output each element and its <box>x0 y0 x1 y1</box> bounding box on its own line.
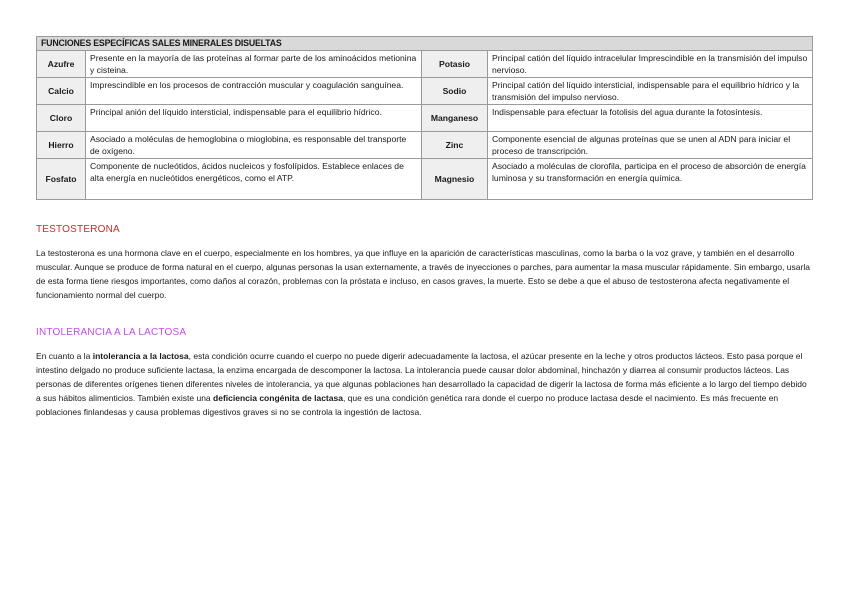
lactosa-text: En cuanto a la <box>36 351 93 361</box>
mineral-description: Principal anión del líquido intersticial, indispensable para el equilibrio hídrico. <box>86 105 422 132</box>
mineral-description: Asociado a moléculas de hemoglobina o mioglobina, es responsable del transporte de oxígeno. <box>86 132 422 159</box>
table-row <box>37 159 813 200</box>
mineral-name: Cloro <box>37 105 86 132</box>
mineral-name: Manganeso <box>422 105 488 132</box>
mineral-name: Calcio <box>37 78 86 105</box>
table-row <box>37 78 813 105</box>
table-row <box>37 132 813 159</box>
mineral-description: Componente de nucleótidos, ácidos nucleicos y fosfolípidos. Establece enlaces de alta energía en nucleótidos energéticos, como el ATP. <box>86 159 422 200</box>
testosterona-heading: TESTOSTERONA <box>36 224 120 235</box>
mineral-description: Principal catión del líquido intracelular Imprescindible en la transmisión del impulso nervioso. <box>488 51 813 78</box>
document-page <box>36 36 812 418</box>
mineral-description: Presente en la mayoría de las proteínas al formar parte de los aminoácidos metionina y cisteina. <box>86 51 422 78</box>
mineral-description: Principal catión del líquido intersticial, indispensable para el equilibrio hídrico y la transmisión del impulso nervioso. <box>488 78 813 105</box>
mineral-description: Asociado a moléculas de clorofila, participa en el proceso de absorción de energía luminosa y su transformación en energía química. <box>488 159 813 200</box>
mineral-description: Componente esencial de algunas proteínas que se unen al ADN para iniciar el proceso de transcripción. <box>488 132 813 159</box>
mineral-name: Sodio <box>422 78 488 105</box>
lactosa-bold-term: intolerancia a la lactosa <box>92 351 189 361</box>
mineral-description: Imprescindible en los procesos de contracción muscular y coagulación sanguínea. <box>86 78 422 105</box>
lactosa-text: , esta condición ocurre cuando el cuerpo no puede digerir adecuadamente la lactosa, el azúcar presente en la leche y otros productos lácteos. Esto pasa porque el intestino delgado no produce suficiente lactasa, la enzima encargada de descomponer la lactosa. La intolerancia puede causar dolor abdominal, hinchazón y diarrea al consumir productos lácteos. Las personas de diferentes orígenes tienen diferentes niveles de intolerancia, ya que algunas poblaciones han desarrollado la capacidad de digerir la lactosa de forma más eficiente a lo largo del tiempo debido a sus hábitos alimenticios. También existe una <box>36 351 807 404</box>
table-title-row <box>37 37 813 51</box>
table-row <box>37 105 813 132</box>
mineral-name: Magnesio <box>422 159 488 200</box>
mineral-name: Hierro <box>37 132 86 159</box>
testosterona-paragraph: La testosterona es una hormona clave en el cuerpo, especialmente en los hombres, ya que influye en la aparición de características masculinas, como la barba o la voz grave, y también en el desarrollo muscular. Aunque se produce de forma natural en el cuerpo, algunas personas la usan externamente, a través de inyecciones o parches, para aumentar la masa muscular rápidamente. Sin embargo, usarla de esta forma tiene riesgos importantes, como daños al corazón, problemas con la próstata e incluso, en casos graves, la muerte. Esto se debe a que el abuso de testosterona afecta negativamente el funcionamiento normal del cuerpo. <box>36 248 810 301</box>
lactosa-heading: INTOLERANCIA A LA LACTOSA <box>36 327 187 338</box>
mineral-name: Fosfato <box>37 159 86 200</box>
mineral-name: Zinc <box>422 132 488 159</box>
mineral-name: Azufre <box>37 51 86 78</box>
mineral-description: Indispensable para efectuar la fotolisis del agua durante la fotosíntesis. <box>488 105 813 132</box>
lactosa-text: , que es una condición genética rara donde el cuerpo no produce lactasa desde el nacimiento. Es más frecuente en poblaciones finlandesas y causa problemas digestivos graves si no se controla la ingestión de lactosa. <box>36 393 779 418</box>
lactasa-bold-term: deficiencia congénita de lactasa <box>213 393 343 404</box>
mineral-name: Potasio <box>422 51 488 78</box>
table-row <box>37 51 813 78</box>
lactosa-paragraph <box>36 349 812 419</box>
minerals-table <box>36 36 813 200</box>
table-title: FUNCIONES ESPECÍFICAS SALES MINERALES DISUELTAS <box>37 37 813 51</box>
